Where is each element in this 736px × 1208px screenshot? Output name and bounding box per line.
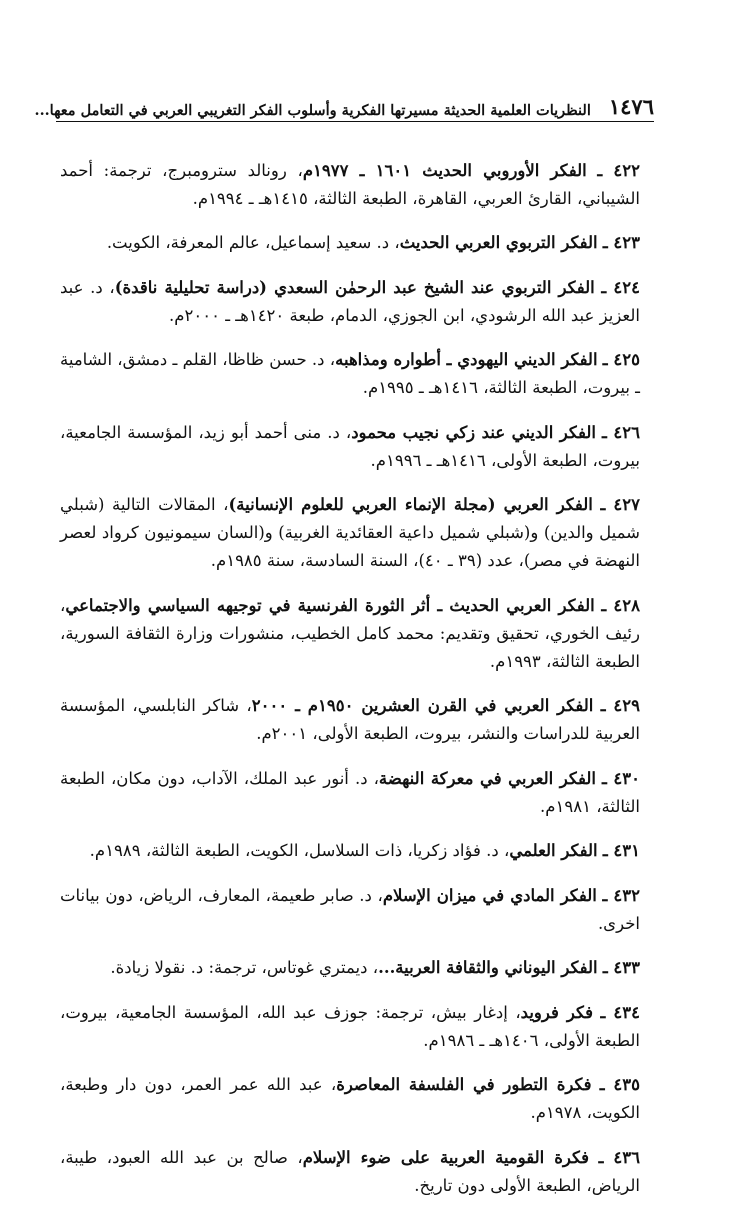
entry-title: الفكر العربي في معركة النهضة: [378, 768, 596, 788]
entry-number: ٤٢٥ ـ: [602, 350, 640, 369]
bibliography-entry: [60, 157, 640, 213]
entry-title: الفكر الديني اليهودي ـ أطواره ومذاهبه: [335, 350, 598, 369]
entry-details: ، د. فؤاد زكريا، ذات السلاسل، الكويت، الطبعة الثالثة، ١٩٨٩م.: [89, 841, 510, 860]
bibliography-entry: [60, 954, 640, 982]
entry-details: ، عبد الله عمر العمر، دون دار وطبعة، الكويت، ١٩٧٨م.: [60, 1075, 640, 1122]
page-header: [34, 86, 654, 122]
entry-details: ، المقالات التالية (شبلي شميل والدين) و(شبلي شميل داعية العقائدية الغربية) و(السان سيمونيون كرواد لعصر النهضة في مصر)، عدد (٣٩ ـ ٤٠)، السنة السادسة، سنة ١٩٨٥م.: [60, 495, 640, 570]
entry-details: ، د. سعيد إسماعيل، عالم المعرفة، الكويت.: [106, 233, 400, 252]
entry-number: ٤٣٥ ـ: [599, 1075, 640, 1094]
running-title: النظريات العلمية الحديثة مسيرتها الفكرية وأسلوب الفكر التغريبي العربي في التعامل معها...: [34, 102, 591, 119]
entry-title: الفكر العلمي: [509, 841, 598, 860]
bibliography-entry: [60, 882, 640, 938]
bibliography-list: [60, 140, 640, 1208]
entry-number: ٤٢٤ ـ: [601, 277, 640, 297]
entry-title: الفكر الديني عند زكي نجيب محمود: [351, 422, 596, 442]
entry-number: ٤٣٣ ـ: [602, 958, 640, 977]
entry-details: ، د. صابر طعيمة، المعارف، الرياض، دون بيانات اخرى.: [60, 885, 640, 933]
entry-details: ، صالح بن عبد الله العبود، طيبة، الرياض، الطبعة الأولى دون تاريخ.: [60, 1147, 640, 1195]
bibliography-entry: [60, 765, 640, 821]
bibliography-entry: [60, 491, 640, 575]
entry-title: الفكر التربوي العربي الحديث: [399, 233, 598, 252]
entry-title: الفكر اليوناني والثقافة العربية...: [378, 958, 598, 977]
bibliography-entry: [60, 837, 640, 865]
bibliography-entry: [60, 274, 640, 330]
entry-details: ، د. حسن ظاظا، القلم ـ دمشق، الشامية ـ بيروت، الطبعة الثالثة، ١٤١٦هـ ـ ١٩٩٥م.: [60, 350, 640, 397]
entry-number: ٤٣٠ ـ: [602, 768, 640, 788]
entry-number: ٤٢٧ ـ: [600, 495, 640, 514]
entry-number: ٤٢٨ ـ: [601, 595, 640, 615]
entry-title: الفكر الأوروبي الحديث ١٦٠١ ـ ١٩٧٧م: [302, 160, 587, 180]
entry-title: فكرة التطور في الفلسفة المعاصرة: [336, 1075, 592, 1094]
entry-details: ، شاكر النابلسي، المؤسسة العربية للدراسات والنشر، بيروت، الطبعة الأولى، ٢٠٠١م.: [60, 696, 640, 743]
bibliography-entry: [60, 1144, 640, 1200]
entry-title: فكر فرويد: [520, 1002, 594, 1022]
entry-number: ٤٢٩ ـ: [600, 696, 640, 715]
entry-number: ٤٢٣ ـ: [602, 233, 640, 252]
entry-details: ، إدغار بيش، ترجمة: جوزف عبد الله، المؤسسة الجامعية، بيروت، الطبعة الأولى، ١٤٠٦هـ ـ ١٩٨٦م.: [60, 1002, 640, 1050]
entry-number: ٤٢٦ ـ: [602, 422, 640, 442]
entry-title: الفكر العربي في القرن العشرين ١٩٥٠م ـ ٢٠٠٠: [251, 696, 594, 715]
bibliography-entry: [60, 1071, 640, 1127]
entry-details: ، رئيف الخوري، تحقيق وتقديم: محمد كامل الخطيب، منشورات وزارة الثقافة السورية، الطبعة الثالثة، ١٩٩٣م.: [60, 595, 640, 671]
entry-details: ، د. أنور عبد الملك، الآداب، دون مكان، الطبعة الثالثة، ١٩٨١م.: [60, 768, 640, 816]
entry-number: ٤٣١ ـ: [602, 841, 640, 860]
entry-details: ، ديمتري غوتاس، ترجمة: د. نقولا زيادة.: [110, 958, 379, 977]
entry-number: ٤٣٢ ـ: [602, 885, 640, 905]
entry-title: الفكر التربوي عند الشيخ عبد الرحمٰن السعدي (دراسة تحليلية ناقدة): [114, 277, 595, 297]
entry-title: فكرة القومية العربية على ضوء الإسلام: [302, 1147, 590, 1167]
entry-number: ٤٢٢ ـ: [597, 160, 640, 180]
page-number: ١٤٧٦: [608, 94, 654, 119]
entry-details: ، د. عبد العزيز عبد الله الرشودي، ابن الجوزي، الدمام، طبعة ١٤٢٠هـ ـ ٢٠٠٠م.: [60, 277, 640, 325]
entry-title: الفكر العربي (مجلة الإنماء العربي للعلوم الإنسانية): [228, 495, 593, 514]
bibliography-entry: [60, 692, 640, 748]
entry-details: ، رونالد سترومبرج، ترجمة: أحمد الشيباني، القارئ العربي، القاهرة، الطبعة الثالثة، ١٤١٥هـ ـ ١٩٩٤م.: [60, 160, 640, 208]
entry-title: الفكر العربي الحديث ـ أثر الثورة الفرنسية في توجيهه السياسي والاجتماعي: [65, 595, 595, 615]
bibliography-entry: [60, 346, 640, 402]
entry-number: ٤٣٦ ـ: [598, 1147, 641, 1167]
bibliography-entry: [60, 419, 640, 475]
bibliography-entry: [60, 229, 640, 257]
entry-title: الفكر المادي في ميزان الإسلام: [382, 885, 597, 905]
entry-details: ، د. منى أحمد أبو زيد، المؤسسة الجامعية، بيروت، الطبعة الأولى، ١٤١٦هـ ـ ١٩٩٦م.: [60, 422, 640, 470]
bibliography-entry: [60, 592, 640, 676]
bibliography-entry: [60, 999, 640, 1055]
entry-number: ٤٣٤ ـ: [600, 1002, 640, 1022]
